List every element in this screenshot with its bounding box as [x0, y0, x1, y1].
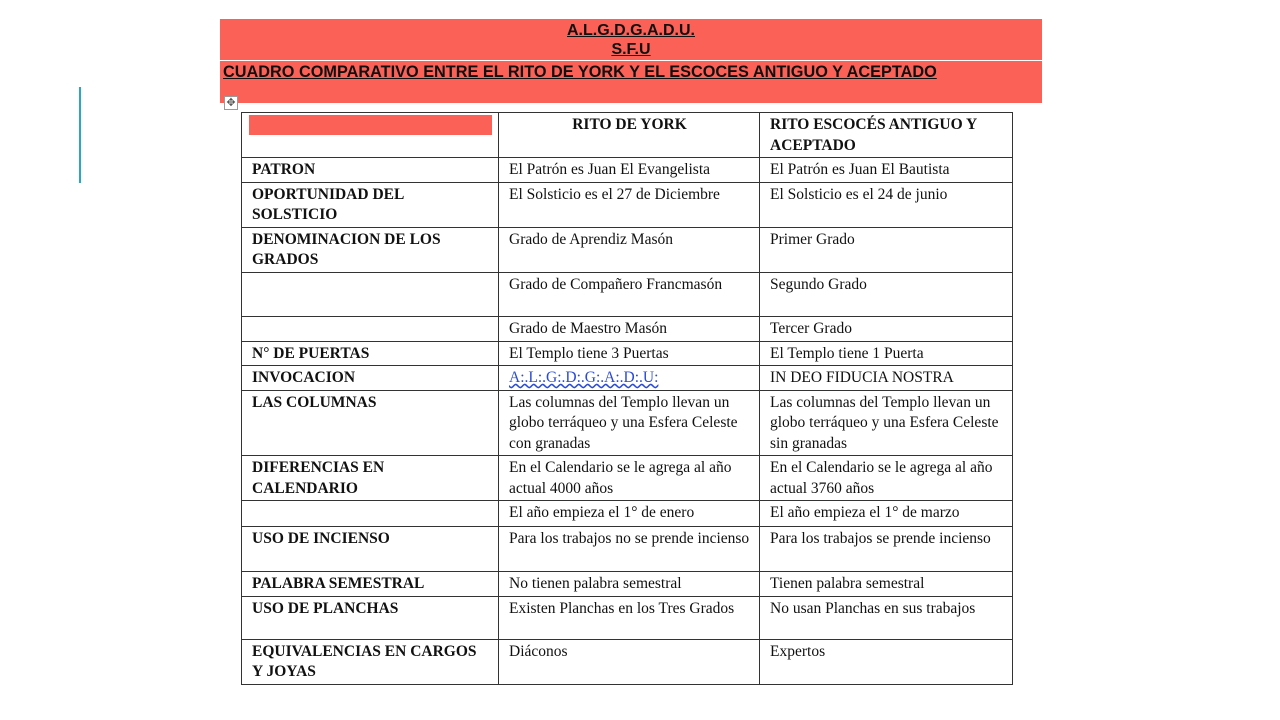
york-cell: En el Calendario se le agrega al año actual 4000 años: [499, 456, 760, 501]
banner-title-line-1: A.L.G.D.G.A.D.U.: [567, 22, 695, 39]
row-label: [242, 501, 499, 527]
row-label: [242, 316, 499, 341]
row-label: EQUIVALENCIAS EN CARGOS Y JOYAS: [242, 639, 499, 684]
escoces-cell: Las columnas del Templo llevan un globo terráqueo y una Esfera Celeste sin granadas: [760, 390, 1013, 456]
banner-divider: [220, 60, 1042, 61]
table-row: [242, 182, 1013, 227]
row-label: PATRON: [242, 158, 499, 183]
escoces-cell: Primer Grado: [760, 227, 1013, 272]
row-label: INVOCACION: [242, 366, 499, 391]
table-move-handle-icon[interactable]: ✥: [224, 96, 238, 110]
york-cell: No tienen palabra semestral: [499, 572, 760, 597]
york-cell: Para los trabajos no se prende incienso: [499, 527, 760, 572]
table-row: [242, 456, 1013, 501]
banner-title-line-3: CUADRO COMPARATIVO ENTRE EL RITO DE YORK Y EL ESCOCES ANTIGUO Y ACEPTADO: [223, 63, 937, 81]
row-label: [242, 272, 499, 316]
banner-title-line-2: S.F.U: [611, 41, 651, 58]
table-row: [242, 316, 1013, 341]
header-cell-escoces: RITO ESCOCÉS ANTIGUO Y ACEPTADO: [760, 113, 1013, 158]
row-label: PALABRA SEMESTRAL: [242, 572, 499, 597]
york-cell: El Patrón es Juan El Evangelista: [499, 158, 760, 183]
table-row: [242, 639, 1013, 684]
header-cell-corner: [242, 113, 499, 158]
header-corner-fill: [249, 115, 492, 135]
row-label: DENOMINACION DE LOS GRADOS: [242, 227, 499, 272]
table-row: [242, 390, 1013, 456]
invocacion-york-text: A:.L:.G:.D:.G:.A:.D:.U:: [509, 369, 659, 386]
table-row: [242, 272, 1013, 316]
row-label: USO DE PLANCHAS: [242, 596, 499, 639]
table-row: [242, 227, 1013, 272]
york-cell: Existen Planchas en los Tres Grados: [499, 596, 760, 639]
escoces-cell: Segundo Grado: [760, 272, 1013, 316]
row-label: LAS COLUMNAS: [242, 390, 499, 456]
escoces-cell: No usan Planchas en sus trabajos: [760, 596, 1013, 639]
escoces-cell: El Patrón es Juan El Bautista: [760, 158, 1013, 183]
escoces-cell: El Solsticio es el 24 de junio: [760, 182, 1013, 227]
escoces-cell: Expertos: [760, 639, 1013, 684]
slide-accent-line: [79, 87, 81, 183]
title-banner: [220, 19, 1042, 103]
escoces-cell: IN DEO FIDUCIA NOSTRA: [760, 366, 1013, 391]
york-cell: Grado de Maestro Masón: [499, 316, 760, 341]
comparison-table: [241, 112, 1013, 685]
table-row: [242, 572, 1013, 597]
york-cell: Diáconos: [499, 639, 760, 684]
row-label: OPORTUNIDAD DEL SOLSTICIO: [242, 182, 499, 227]
escoces-cell: En el Calendario se le agrega al año actual 3760 años: [760, 456, 1013, 501]
escoces-cell: Tercer Grado: [760, 316, 1013, 341]
table-row: [242, 341, 1013, 366]
escoces-cell: El Templo tiene 1 Puerta: [760, 341, 1013, 366]
table-row: [242, 158, 1013, 183]
escoces-cell: Tienen palabra semestral: [760, 572, 1013, 597]
table-header-row: [242, 113, 1013, 158]
row-label: N° DE PUERTAS: [242, 341, 499, 366]
header-cell-york: RITO DE YORK: [499, 113, 760, 158]
york-cell: El Solsticio es el 27 de Diciembre: [499, 182, 760, 227]
york-cell: Grado de Compañero Francmasón: [499, 272, 760, 316]
table-row: [242, 596, 1013, 639]
table-row: [242, 501, 1013, 527]
york-cell: [499, 366, 760, 391]
york-cell: Las columnas del Templo llevan un globo terráqueo y una Esfera Celeste con granadas: [499, 390, 760, 456]
escoces-cell: Para los trabajos se prende incienso: [760, 527, 1013, 572]
table-row: [242, 527, 1013, 572]
york-cell: El año empieza el 1° de enero: [499, 501, 760, 527]
table-row: [242, 366, 1013, 391]
escoces-cell: El año empieza el 1° de marzo: [760, 501, 1013, 527]
row-label: DIFERENCIAS EN CALENDARIO: [242, 456, 499, 501]
row-label: USO DE INCIENSO: [242, 527, 499, 572]
york-cell: El Templo tiene 3 Puertas: [499, 341, 760, 366]
york-cell: Grado de Aprendiz Masón: [499, 227, 760, 272]
